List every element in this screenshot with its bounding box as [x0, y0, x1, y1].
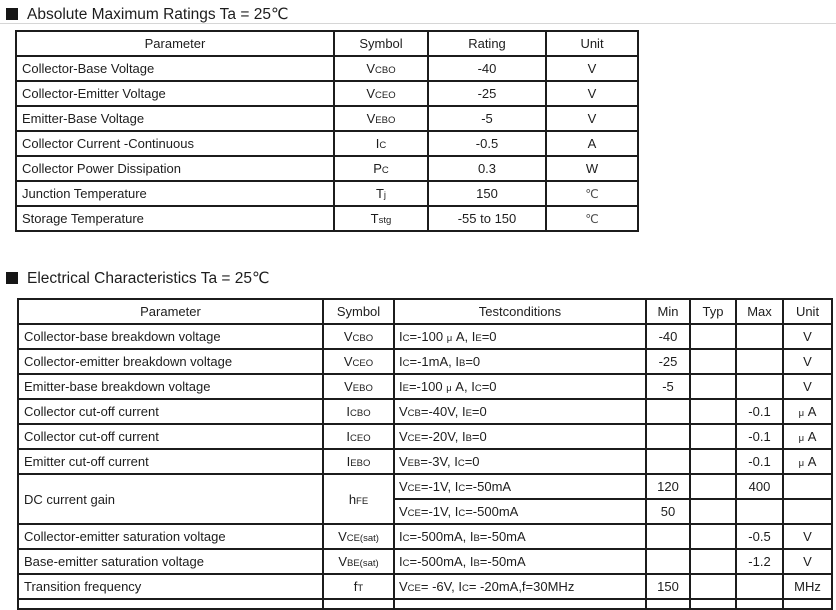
conditions-cell: IC=-100 μ A, IE=0: [394, 324, 646, 349]
conditions-cell: IC=-500mA, IB=-50mA: [394, 524, 646, 549]
symbol-cell: PC: [334, 156, 428, 181]
header-unit: Unit: [783, 299, 832, 324]
unit-cell: A: [546, 131, 638, 156]
max-cell: [736, 324, 783, 349]
abs-max-row: [16, 81, 638, 106]
symbol-cell: ICBO: [323, 399, 394, 424]
max-cell: [736, 574, 783, 599]
abs-max-row: [16, 206, 638, 231]
clipped-cell: [394, 599, 646, 609]
header-testconditions: Testconditions: [394, 299, 646, 324]
typ-cell: [690, 499, 736, 524]
conditions-cell: VCE=-1V, IC=-50mA: [394, 474, 646, 499]
unit-cell: μ A: [783, 399, 832, 424]
unit-cell: ℃: [546, 181, 638, 206]
elec-char-row: [18, 474, 832, 499]
header-parameter: Parameter: [16, 31, 334, 56]
abs-max-row: [16, 106, 638, 131]
elec-char-row: [18, 399, 832, 424]
header-min: Min: [646, 299, 690, 324]
section-bullet-icon: [6, 8, 18, 20]
section-title-text: Absolute Maximum Ratings Ta = 25℃: [27, 6, 289, 23]
rating-cell: 0.3: [428, 156, 546, 181]
typ-cell: [690, 574, 736, 599]
rating-cell: -55 to 150: [428, 206, 546, 231]
clipped-cell: [783, 599, 832, 609]
min-cell: [646, 549, 690, 574]
max-cell: -0.1: [736, 399, 783, 424]
min-cell: [646, 524, 690, 549]
elec-char-row: [18, 424, 832, 449]
symbol-cell: ICEO: [323, 424, 394, 449]
typ-cell: [690, 349, 736, 374]
max-cell: [736, 349, 783, 374]
symbol-cell: Tj: [334, 181, 428, 206]
typ-cell: [690, 324, 736, 349]
symbol-cell: VCE(sat): [323, 524, 394, 549]
abs-max-row: [16, 156, 638, 181]
clipped-cell: [646, 599, 690, 609]
typ-cell: [690, 374, 736, 399]
rating-cell: -0.5: [428, 131, 546, 156]
typ-cell: [690, 399, 736, 424]
min-cell: -40: [646, 324, 690, 349]
unit-cell: μ A: [783, 424, 832, 449]
symbol-cell: VCEO: [334, 81, 428, 106]
min-cell: 150: [646, 574, 690, 599]
unit-cell: V: [546, 81, 638, 106]
header-rating: Rating: [428, 31, 546, 56]
conditions-cell: VCE=-1V, IC=-500mA: [394, 499, 646, 524]
max-cell: -1.2: [736, 549, 783, 574]
max-cell: 400: [736, 474, 783, 499]
parameter-cell: Collector-base breakdown voltage: [18, 324, 323, 349]
header-unit: Unit: [546, 31, 638, 56]
min-cell: [646, 399, 690, 424]
parameter-cell: Transition frequency: [18, 574, 323, 599]
clipped-cell: [690, 599, 736, 609]
typ-cell: [690, 524, 736, 549]
conditions-cell: IC=-500mA, IB=-50mA: [394, 549, 646, 574]
conditions-cell: VCB=-40V, IE=0: [394, 399, 646, 424]
unit-cell: [783, 499, 832, 524]
unit-cell: V: [783, 549, 832, 574]
min-cell: -25: [646, 349, 690, 374]
symbol-cell: Tstg: [334, 206, 428, 231]
typ-cell: [690, 424, 736, 449]
rating-cell: -40: [428, 56, 546, 81]
elec-char-table: [17, 298, 833, 610]
parameter-cell: Collector Power Dissipation: [16, 156, 334, 181]
abs-max-table: [15, 30, 639, 232]
rating-cell: 150: [428, 181, 546, 206]
abs-max-row: [16, 131, 638, 156]
elec-char-row: [18, 324, 832, 349]
unit-cell: V: [783, 524, 832, 549]
symbol-cell: IC: [334, 131, 428, 156]
elec-char-row: [18, 549, 832, 574]
elec-char-row: [18, 524, 832, 549]
symbol-cell: VCEO: [323, 349, 394, 374]
header-max: Max: [736, 299, 783, 324]
unit-cell: V: [546, 106, 638, 131]
abs-max-tbody: [16, 56, 638, 231]
symbol-cell: VCBO: [323, 324, 394, 349]
unit-cell: μ A: [783, 449, 832, 474]
symbol-cell: VCBO: [334, 56, 428, 81]
unit-cell: MHz: [783, 574, 832, 599]
max-cell: [736, 499, 783, 524]
section-title-abs-max: [6, 5, 288, 24]
symbol-cell: VBE(sat): [323, 549, 394, 574]
elec-char-row: [18, 349, 832, 374]
rating-cell: -5: [428, 106, 546, 131]
conditions-cell: VEB=-3V, IC=0: [394, 449, 646, 474]
min-cell: 120: [646, 474, 690, 499]
parameter-cell: Collector cut-off current: [18, 424, 323, 449]
abs-max-header-row: [16, 31, 638, 56]
max-cell: -0.5: [736, 524, 783, 549]
typ-cell: [690, 549, 736, 574]
clipped-row: [18, 599, 832, 609]
abs-max-row: [16, 181, 638, 206]
parameter-cell: Collector Current -Continuous: [16, 131, 334, 156]
elec-char-row: [18, 574, 832, 599]
conditions-cell: IE=-100 μ A, IC=0: [394, 374, 646, 399]
symbol-cell: IEBO: [323, 449, 394, 474]
unit-cell: V: [546, 56, 638, 81]
conditions-cell: VCE=-20V, IB=0: [394, 424, 646, 449]
parameter-cell: Emitter cut-off current: [18, 449, 323, 474]
unit-cell: V: [783, 349, 832, 374]
parameter-cell: DC current gain: [18, 474, 323, 524]
symbol-cell: hFE: [323, 474, 394, 524]
parameter-cell: Collector-Emitter Voltage: [16, 81, 334, 106]
min-cell: [646, 424, 690, 449]
section-title-text: Electrical Characteristics Ta = 25℃: [27, 270, 270, 287]
abs-max-row: [16, 56, 638, 81]
scan-divider-line: [0, 23, 836, 24]
unit-cell: [783, 474, 832, 499]
parameter-cell: Collector-Base Voltage: [16, 56, 334, 81]
header-typ: Typ: [690, 299, 736, 324]
max-cell: -0.1: [736, 424, 783, 449]
section-title-elec-char: [6, 269, 269, 288]
parameter-cell: Collector-emitter breakdown voltage: [18, 349, 323, 374]
symbol-cell: VEBO: [334, 106, 428, 131]
min-cell: -5: [646, 374, 690, 399]
elec-char-row: [18, 374, 832, 399]
max-cell: [736, 374, 783, 399]
unit-cell: V: [783, 374, 832, 399]
conditions-cell: VCE= -6V, IC= -20mA,f=30MHz: [394, 574, 646, 599]
rating-cell: -25: [428, 81, 546, 106]
clipped-cell: [18, 599, 323, 609]
min-cell: [646, 449, 690, 474]
header-parameter: Parameter: [18, 299, 323, 324]
parameter-cell: Emitter-base breakdown voltage: [18, 374, 323, 399]
conditions-cell: IC=-1mA, IB=0: [394, 349, 646, 374]
section-bullet-icon: [6, 272, 18, 284]
typ-cell: [690, 474, 736, 499]
header-symbol: Symbol: [334, 31, 428, 56]
parameter-cell: Base-emitter saturation voltage: [18, 549, 323, 574]
unit-cell: W: [546, 156, 638, 181]
typ-cell: [690, 449, 736, 474]
clipped-cell: [736, 599, 783, 609]
parameter-cell: Junction Temperature: [16, 181, 334, 206]
min-cell: 50: [646, 499, 690, 524]
elec-char-row: [18, 449, 832, 474]
elec-char-tbody: [18, 324, 832, 609]
parameter-cell: Collector-emitter saturation voltage: [18, 524, 323, 549]
clipped-cell: [323, 599, 394, 609]
symbol-cell: VEBO: [323, 374, 394, 399]
symbol-cell: fT: [323, 574, 394, 599]
unit-cell: ℃: [546, 206, 638, 231]
max-cell: -0.1: [736, 449, 783, 474]
parameter-cell: Storage Temperature: [16, 206, 334, 231]
unit-cell: V: [783, 324, 832, 349]
header-symbol: Symbol: [323, 299, 394, 324]
parameter-cell: Emitter-Base Voltage: [16, 106, 334, 131]
parameter-cell: Collector cut-off current: [18, 399, 323, 424]
elec-char-header-row: [18, 299, 832, 324]
